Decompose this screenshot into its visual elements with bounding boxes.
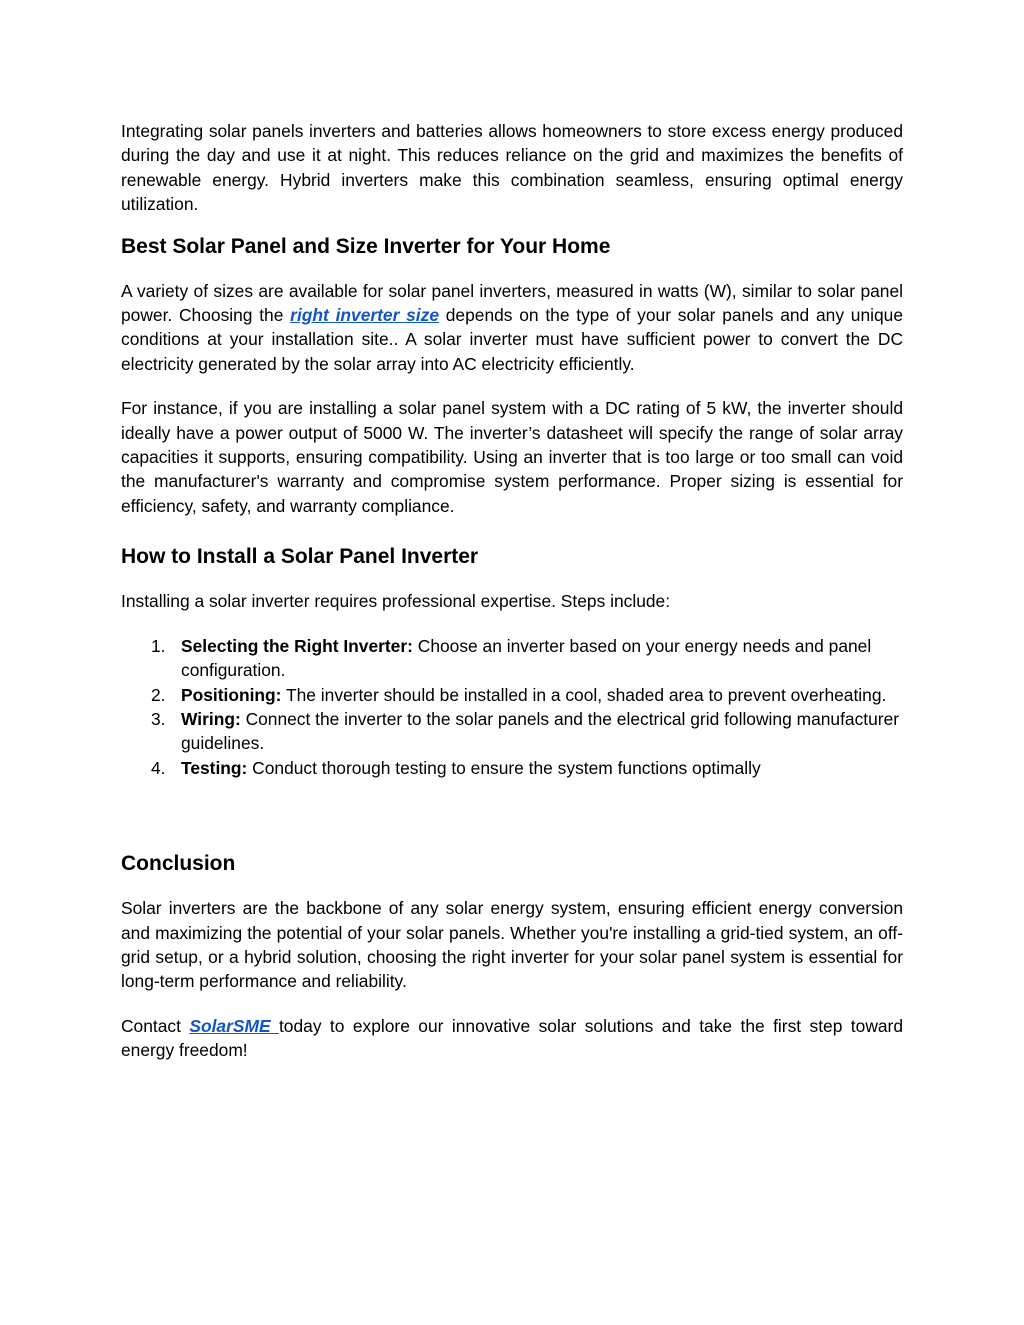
step-title: Wiring: [181,708,241,729]
sizes-paragraph [121,279,903,377]
heading-best-solar-panel: Best Solar Panel and Size Inverter for Your Home [121,234,611,258]
step-title: Testing: [181,757,248,778]
step-text: Choose an inverter based on your energy needs and panel configuration. [181,635,872,681]
intro-paragraph: Integrating solar panels inverters and batteries allows homeowners to store excess energy produced during the day and use it at night. This reduces reliance on the grid and maximizes the benefits of renewable energy. Hybrid inverters make this combination seamless, ensuring optimal energy utilization. [121,121,903,215]
step-title: Positioning: [181,684,282,705]
list-item [121,683,903,707]
step-title: Selecting the Right Inverter: [181,635,413,656]
step-text: The inverter should be installed in a cool, shaded area to prevent overheating. [281,684,887,705]
list-item [121,707,903,756]
sizes-text-before-link: A variety of sizes are available for solar panel inverters, measured in watts (W), similar to solar panel power. Choosing the [121,280,903,326]
right-inverter-size-link[interactable]: right inverter size [290,305,439,326]
step-number: 2. [151,684,166,705]
contact-text-after-link: today to explore our innovative solar solutions and take the first step toward energy freedom! [121,1015,904,1061]
contact-paragraph [121,1014,903,1063]
solarsme-link[interactable]: SolarSME [189,1015,279,1036]
list-item [121,756,903,780]
heading-how-to-install: How to Install a Solar Panel Inverter [121,545,479,569]
sizes-text-after-link: depends on the type of your solar panels and any unique conditions at your installation site.. A solar inverter must have sufficient power to convert the DC electricity generated by the solar array into AC electricity efficiently. [121,305,903,374]
contact-text-before-link: Contact [121,1015,190,1036]
step-number: 4. [151,757,166,778]
conclusion-paragraph: Solar inverters are the backbone of any solar energy system, ensuring efficient energy conversion and maximizing the potential of your solar panels. Whether you're installing a grid-tied system, an off-grid setup, or a hybrid solution, choosing the right inverter for your solar panel system is essential for long-term performance and reliability. [121,898,903,992]
heading-conclusion: Conclusion [121,852,236,876]
step-text: Conduct thorough testing to ensure the system functions optimally [247,757,761,778]
step-number: 3. [151,708,166,729]
step-number: 1. [151,635,166,656]
step-text: Connect the inverter to the solar panels and the electrical grid following manufacturer guidelines. [181,708,900,754]
list-item [121,634,903,683]
install-steps-list [121,634,903,780]
example-paragraph: For instance, if you are installing a solar panel system with a DC rating of 5 kW, the inverter should ideally have a power output of 5000 W. The inverter’s datasheet will specify the range of solar array capacities it supports, ensuring compatibility. Using an inverter that is too large or too small can void the manufacturer's warranty and compromise system performance. Proper sizing is essential for efficiency, safety, and warranty compliance. [121,398,903,516]
install-intro-paragraph: Installing a solar inverter requires professional expertise. Steps include: [121,591,671,612]
